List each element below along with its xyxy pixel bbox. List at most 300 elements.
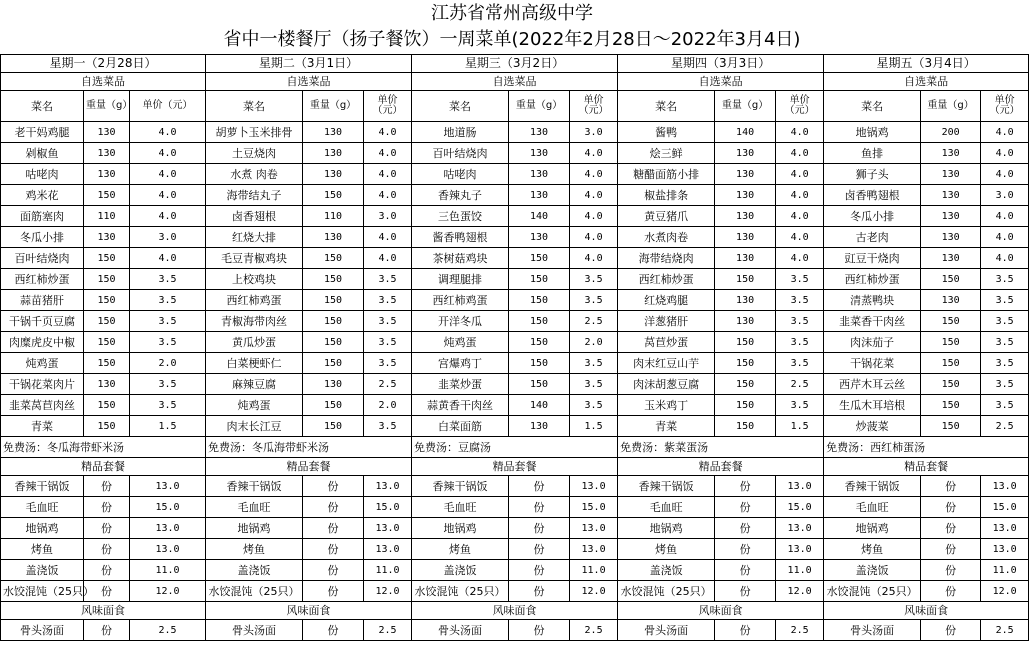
dish-weight: 150 bbox=[509, 374, 570, 395]
dish-price: 4.0 bbox=[130, 248, 206, 269]
dish-price: 3.5 bbox=[776, 332, 824, 353]
set-meal-name: 地锅鸡 bbox=[412, 518, 509, 539]
set-meal-price: 11.0 bbox=[364, 560, 412, 581]
dish-weight: 110 bbox=[84, 206, 130, 227]
dish-weight: 130 bbox=[303, 374, 364, 395]
dish-name: 蒜黄香干肉丝 bbox=[412, 395, 509, 416]
dish-price: 3.5 bbox=[981, 332, 1029, 353]
dish-weight: 130 bbox=[715, 311, 776, 332]
noodle-unit: 份 bbox=[921, 620, 981, 641]
noodles-header: 风味面食 bbox=[824, 602, 1029, 620]
set-meal-price: 13.0 bbox=[130, 476, 206, 497]
menu-subtitle: 省中一楼餐厅（扬子餐饮）一周菜单(2022年2月28日～2022年3月4日) bbox=[223, 29, 801, 50]
dish-weight: 130 bbox=[715, 227, 776, 248]
dish-name: 西红柿炒蛋 bbox=[1, 269, 84, 290]
set-meal-header: 精品套餐 bbox=[824, 458, 1029, 476]
dish-price: 3.5 bbox=[364, 332, 412, 353]
dish-price: 3.0 bbox=[130, 227, 206, 248]
dish-price: 3.5 bbox=[776, 269, 824, 290]
dish-price: 4.0 bbox=[981, 206, 1029, 227]
dish-weight: 150 bbox=[303, 332, 364, 353]
dish-weight: 150 bbox=[509, 269, 570, 290]
dish-name: 水煮肉卷 bbox=[618, 227, 715, 248]
set-meal-unit: 份 bbox=[84, 518, 130, 539]
set-meal-price: 13.0 bbox=[981, 476, 1029, 497]
dish-name: 卤香鸭翅根 bbox=[824, 185, 921, 206]
noodle-name: 骨头汤面 bbox=[618, 620, 715, 641]
set-meal-unit: 份 bbox=[84, 581, 130, 602]
set-meal-name: 地锅鸡 bbox=[206, 518, 303, 539]
dish-weight: 130 bbox=[84, 164, 130, 185]
dish-price: 3.5 bbox=[981, 353, 1029, 374]
free-soup: 免费汤：冬瓜海带虾米汤 bbox=[1, 437, 130, 458]
dish-name: 麻辣豆腐 bbox=[206, 374, 303, 395]
dish-weight: 130 bbox=[509, 227, 570, 248]
dish-name: 西红柿炒蛋 bbox=[618, 269, 715, 290]
set-meal-row bbox=[1, 581, 1029, 602]
set-meal-name: 烤鱼 bbox=[206, 539, 303, 560]
set-meal-header: 精品套餐 bbox=[206, 458, 412, 476]
col-header-weight: 重量（g） bbox=[84, 91, 130, 122]
dish-weight: 150 bbox=[921, 353, 981, 374]
set-meal-price: 11.0 bbox=[776, 560, 824, 581]
day-header: 星期四（3月3日） bbox=[618, 55, 824, 73]
set-meal-unit: 份 bbox=[921, 539, 981, 560]
dish-price: 4.0 bbox=[570, 164, 618, 185]
dish-name: 肉末红豆山芋 bbox=[618, 353, 715, 374]
set-meal-name: 烤鱼 bbox=[412, 539, 509, 560]
dish-name: 韭菜炒蛋 bbox=[412, 374, 509, 395]
dish-weight: 150 bbox=[921, 395, 981, 416]
set-meal-name: 香辣干锅饭 bbox=[206, 476, 303, 497]
dish-weight: 150 bbox=[509, 332, 570, 353]
dish-name: 炖鸡蛋 bbox=[1, 353, 84, 374]
free-soup: 免费汤：紫菜蛋汤 bbox=[618, 437, 776, 458]
set-meal-unit: 份 bbox=[715, 497, 776, 518]
dish-price: 4.0 bbox=[981, 248, 1029, 269]
set-meal-name: 毛血旺 bbox=[1, 497, 84, 518]
dish-price: 2.0 bbox=[364, 395, 412, 416]
self-select-header: 自选菜品 bbox=[618, 73, 824, 91]
dish-name: 韭菜莴苣肉丝 bbox=[1, 395, 84, 416]
set-meal-price: 13.0 bbox=[364, 476, 412, 497]
dish-weight: 130 bbox=[921, 248, 981, 269]
noodles-header-row bbox=[1, 602, 1029, 620]
dish-price: 2.0 bbox=[570, 332, 618, 353]
day-header: 星期二（3月1日） bbox=[206, 55, 412, 73]
col-header-weight: 重量（g） bbox=[921, 91, 981, 122]
dish-weight: 130 bbox=[715, 164, 776, 185]
dish-weight: 130 bbox=[84, 374, 130, 395]
dish-price: 3.5 bbox=[570, 353, 618, 374]
dish-weight: 150 bbox=[84, 332, 130, 353]
dish-name: 肉糜虎皮中椒 bbox=[1, 332, 84, 353]
dish-weight: 150 bbox=[303, 416, 364, 437]
dish-price: 4.0 bbox=[130, 206, 206, 227]
dish-name: 咕咾肉 bbox=[412, 164, 509, 185]
dish-name: 剁椒鱼 bbox=[1, 143, 84, 164]
set-meal-name: 香辣干锅饭 bbox=[618, 476, 715, 497]
free-soup-blank bbox=[570, 437, 618, 458]
dish-weight: 130 bbox=[921, 164, 981, 185]
set-meal-price: 13.0 bbox=[364, 518, 412, 539]
dish-name: 干锅花菜 bbox=[824, 353, 921, 374]
col-header-weight: 重量（g） bbox=[715, 91, 776, 122]
dish-price: 4.0 bbox=[130, 185, 206, 206]
dish-price: 2.5 bbox=[776, 374, 824, 395]
dish-name: 玉米鸡丁 bbox=[618, 395, 715, 416]
dish-row bbox=[1, 122, 1029, 143]
dish-price: 4.0 bbox=[776, 185, 824, 206]
dish-weight: 130 bbox=[303, 143, 364, 164]
set-meal-name: 地锅鸡 bbox=[1, 518, 84, 539]
dish-weight: 150 bbox=[921, 374, 981, 395]
dish-name: 酱香鸭翅根 bbox=[412, 227, 509, 248]
set-meal-unit: 份 bbox=[921, 497, 981, 518]
dish-weight: 140 bbox=[509, 206, 570, 227]
col-header-name: 菜名 bbox=[824, 91, 921, 122]
noodles-header: 风味面食 bbox=[1, 602, 206, 620]
free-soup-blank bbox=[130, 437, 206, 458]
dish-name: 炒菠菜 bbox=[824, 416, 921, 437]
dish-price: 4.0 bbox=[776, 143, 824, 164]
dish-row bbox=[1, 227, 1029, 248]
school-title: 江苏省常州高级中学 bbox=[431, 3, 593, 24]
set-meal-unit: 份 bbox=[509, 518, 570, 539]
dish-weight: 150 bbox=[84, 416, 130, 437]
dish-weight: 150 bbox=[303, 353, 364, 374]
dish-name: 宫爆鸡丁 bbox=[412, 353, 509, 374]
set-meal-price: 12.0 bbox=[776, 581, 824, 602]
dish-price: 1.5 bbox=[570, 416, 618, 437]
set-meal-unit: 份 bbox=[303, 518, 364, 539]
dish-name: 冬瓜小排 bbox=[1, 227, 84, 248]
dish-weight: 150 bbox=[715, 416, 776, 437]
dish-name: 西红柿鸡蛋 bbox=[206, 290, 303, 311]
noodle-price: 2.5 bbox=[981, 620, 1029, 641]
dish-name: 白菜梗虾仁 bbox=[206, 353, 303, 374]
set-meal-header: 精品套餐 bbox=[618, 458, 824, 476]
set-meal-name: 香辣干锅饭 bbox=[412, 476, 509, 497]
dish-weight: 150 bbox=[921, 416, 981, 437]
set-meal-name: 烤鱼 bbox=[824, 539, 921, 560]
dish-price: 3.5 bbox=[981, 395, 1029, 416]
set-meal-row bbox=[1, 518, 1029, 539]
dish-weight: 130 bbox=[84, 122, 130, 143]
free-soup-row bbox=[1, 437, 1029, 458]
dish-name: 古老肉 bbox=[824, 227, 921, 248]
dish-name: 糖醋面筋小排 bbox=[618, 164, 715, 185]
dish-name: 青椒海带肉丝 bbox=[206, 311, 303, 332]
dish-price: 4.0 bbox=[130, 122, 206, 143]
col-header-price: 单价（元） bbox=[570, 91, 618, 122]
set-meal-header-row bbox=[1, 458, 1029, 476]
noodle-row bbox=[1, 620, 1029, 641]
free-soup: 免费汤：西红柿蛋汤 bbox=[824, 437, 981, 458]
free-soup: 免费汤：冬瓜海带虾米汤 bbox=[206, 437, 364, 458]
dish-name: 胡萝卜玉米排骨 bbox=[206, 122, 303, 143]
dish-weight: 150 bbox=[303, 290, 364, 311]
free-soup-blank bbox=[364, 437, 412, 458]
dish-price: 3.5 bbox=[981, 290, 1029, 311]
dish-name: 土豆烧肉 bbox=[206, 143, 303, 164]
dish-weight: 150 bbox=[303, 248, 364, 269]
set-meal-price: 11.0 bbox=[130, 560, 206, 581]
set-meal-name: 水饺混饨（25只） bbox=[412, 581, 509, 602]
dish-price: 3.5 bbox=[130, 374, 206, 395]
dish-price: 3.5 bbox=[364, 311, 412, 332]
set-meal-price: 15.0 bbox=[130, 497, 206, 518]
dish-price: 3.5 bbox=[570, 290, 618, 311]
noodles-header: 风味面食 bbox=[618, 602, 824, 620]
dish-weight: 130 bbox=[921, 143, 981, 164]
set-meal-name: 香辣干锅饭 bbox=[1, 476, 84, 497]
dish-name: 调理腿排 bbox=[412, 269, 509, 290]
dish-price: 3.5 bbox=[776, 353, 824, 374]
dish-name: 鱼排 bbox=[824, 143, 921, 164]
col-header-weight: 重量（g） bbox=[509, 91, 570, 122]
set-meal-price: 12.0 bbox=[981, 581, 1029, 602]
col-header-name: 菜名 bbox=[206, 91, 303, 122]
set-meal-row bbox=[1, 476, 1029, 497]
self-select-row bbox=[1, 73, 1029, 91]
dish-weight: 130 bbox=[509, 164, 570, 185]
dish-weight: 130 bbox=[303, 227, 364, 248]
set-meal-name: 烤鱼 bbox=[1, 539, 84, 560]
dish-row bbox=[1, 311, 1029, 332]
set-meal-name: 烤鱼 bbox=[618, 539, 715, 560]
dish-name: 鸡米花 bbox=[1, 185, 84, 206]
dish-weight: 130 bbox=[715, 248, 776, 269]
dish-name: 黄瓜炒蛋 bbox=[206, 332, 303, 353]
free-soup: 免费汤：豆腐汤 bbox=[412, 437, 570, 458]
dish-price: 4.0 bbox=[364, 227, 412, 248]
dish-weight: 130 bbox=[715, 143, 776, 164]
day-header: 星期三（3月2日） bbox=[412, 55, 618, 73]
dish-weight: 200 bbox=[921, 122, 981, 143]
noodles-header: 风味面食 bbox=[412, 602, 618, 620]
dish-name: 洋葱猪肝 bbox=[618, 311, 715, 332]
dish-weight: 150 bbox=[303, 395, 364, 416]
set-meal-row bbox=[1, 497, 1029, 518]
dish-price: 4.0 bbox=[570, 206, 618, 227]
dish-price: 3.5 bbox=[364, 290, 412, 311]
dish-weight: 130 bbox=[509, 143, 570, 164]
dish-price: 4.0 bbox=[776, 248, 824, 269]
dish-row bbox=[1, 269, 1029, 290]
dish-price: 3.5 bbox=[981, 374, 1029, 395]
dish-row bbox=[1, 248, 1029, 269]
dish-row bbox=[1, 416, 1029, 437]
self-select-header: 自选菜品 bbox=[1, 73, 206, 91]
dish-price: 3.5 bbox=[364, 353, 412, 374]
dish-price: 4.0 bbox=[130, 143, 206, 164]
noodle-price: 2.5 bbox=[570, 620, 618, 641]
set-meal-unit: 份 bbox=[715, 476, 776, 497]
set-meal-name: 盖浇饭 bbox=[618, 560, 715, 581]
set-meal-price: 12.0 bbox=[570, 581, 618, 602]
dish-weight: 130 bbox=[921, 227, 981, 248]
set-meal-price: 15.0 bbox=[776, 497, 824, 518]
dish-name: 白菜面筋 bbox=[412, 416, 509, 437]
set-meal-name: 盖浇饭 bbox=[1, 560, 84, 581]
dish-name: 西红柿鸡蛋 bbox=[412, 290, 509, 311]
dish-name: 茶树菇鸡块 bbox=[412, 248, 509, 269]
dish-name: 西芹木耳云丝 bbox=[824, 374, 921, 395]
dish-price: 2.5 bbox=[570, 311, 618, 332]
dish-weight: 130 bbox=[715, 185, 776, 206]
set-meal-unit: 份 bbox=[715, 581, 776, 602]
dish-name: 蒜苗猪肝 bbox=[1, 290, 84, 311]
dish-price: 4.0 bbox=[570, 185, 618, 206]
noodle-name: 骨头汤面 bbox=[412, 620, 509, 641]
set-meal-unit: 份 bbox=[715, 518, 776, 539]
noodle-name: 骨头汤面 bbox=[206, 620, 303, 641]
dish-weight: 140 bbox=[509, 395, 570, 416]
dish-price: 3.5 bbox=[130, 311, 206, 332]
dish-name: 毛豆青椒鸡块 bbox=[206, 248, 303, 269]
dish-price: 3.5 bbox=[130, 269, 206, 290]
set-meal-name: 毛血旺 bbox=[206, 497, 303, 518]
dish-name: 海带结丸子 bbox=[206, 185, 303, 206]
dish-price: 3.5 bbox=[130, 290, 206, 311]
dish-name: 肉末长江豆 bbox=[206, 416, 303, 437]
dish-price: 3.5 bbox=[364, 416, 412, 437]
dish-weight: 130 bbox=[921, 290, 981, 311]
dish-weight: 150 bbox=[84, 311, 130, 332]
dish-weight: 150 bbox=[84, 395, 130, 416]
set-meal-price: 13.0 bbox=[981, 518, 1029, 539]
noodles-header: 风味面食 bbox=[206, 602, 412, 620]
noodle-unit: 份 bbox=[715, 620, 776, 641]
dish-price: 3.5 bbox=[981, 269, 1029, 290]
set-meal-price: 12.0 bbox=[364, 581, 412, 602]
dish-price: 4.0 bbox=[364, 248, 412, 269]
dish-price: 4.0 bbox=[570, 227, 618, 248]
dish-price: 3.0 bbox=[981, 185, 1029, 206]
col-header-price: 单价（元） bbox=[776, 91, 824, 122]
set-meal-name: 毛血旺 bbox=[824, 497, 921, 518]
dish-name: 生瓜木耳培根 bbox=[824, 395, 921, 416]
dish-name: 干锅千页豆腐 bbox=[1, 311, 84, 332]
set-meal-price: 11.0 bbox=[981, 560, 1029, 581]
set-meal-price: 12.0 bbox=[130, 581, 206, 602]
dish-weight: 150 bbox=[921, 269, 981, 290]
dish-weight: 150 bbox=[921, 332, 981, 353]
dish-weight: 130 bbox=[921, 206, 981, 227]
set-meal-unit: 份 bbox=[715, 539, 776, 560]
col-header-weight: 重量（g） bbox=[303, 91, 364, 122]
set-meal-price: 15.0 bbox=[981, 497, 1029, 518]
dish-name: 面筋塞肉 bbox=[1, 206, 84, 227]
set-meal-name: 水饺混饨（25只） bbox=[618, 581, 715, 602]
set-meal-row bbox=[1, 539, 1029, 560]
dish-weight: 150 bbox=[84, 290, 130, 311]
dish-weight: 130 bbox=[715, 206, 776, 227]
dish-weight: 150 bbox=[509, 290, 570, 311]
dish-weight: 130 bbox=[303, 122, 364, 143]
set-meal-unit: 份 bbox=[921, 476, 981, 497]
dish-name: 卤香翅根 bbox=[206, 206, 303, 227]
dish-price: 4.0 bbox=[776, 227, 824, 248]
self-select-header: 自选菜品 bbox=[824, 73, 1029, 91]
noodle-name: 骨头汤面 bbox=[1, 620, 84, 641]
dish-name: 地道肠 bbox=[412, 122, 509, 143]
dish-row bbox=[1, 164, 1029, 185]
dish-weight: 150 bbox=[715, 332, 776, 353]
set-meal-name: 水饺混饨（25只） bbox=[1, 581, 84, 602]
set-meal-header: 精品套餐 bbox=[412, 458, 618, 476]
dish-weight: 130 bbox=[84, 143, 130, 164]
dish-row bbox=[1, 143, 1029, 164]
set-meal-name: 水饺混饨（25只） bbox=[206, 581, 303, 602]
dish-name: 青菜 bbox=[1, 416, 84, 437]
dish-name: 肉沫茄子 bbox=[824, 332, 921, 353]
set-meal-name: 盖浇饭 bbox=[824, 560, 921, 581]
col-header-price: 单价（元） bbox=[364, 91, 412, 122]
noodle-price: 2.5 bbox=[776, 620, 824, 641]
dish-name: 豇豆干烧肉 bbox=[824, 248, 921, 269]
set-meal-unit: 份 bbox=[303, 497, 364, 518]
dish-name: 烩三鲜 bbox=[618, 143, 715, 164]
dish-name: 老干妈鸡腿 bbox=[1, 122, 84, 143]
dish-name: 狮子头 bbox=[824, 164, 921, 185]
noodle-unit: 份 bbox=[509, 620, 570, 641]
column-header-row bbox=[1, 91, 1029, 122]
dish-price: 4.0 bbox=[570, 248, 618, 269]
dish-name: 上校鸡块 bbox=[206, 269, 303, 290]
dish-price: 4.0 bbox=[981, 143, 1029, 164]
col-header-name: 菜名 bbox=[618, 91, 715, 122]
set-meal-price: 11.0 bbox=[570, 560, 618, 581]
dish-name: 红烧鸡腿 bbox=[618, 290, 715, 311]
dish-weight: 130 bbox=[509, 416, 570, 437]
set-meal-unit: 份 bbox=[715, 560, 776, 581]
dish-name: 炖鸡蛋 bbox=[206, 395, 303, 416]
dish-name: 莴苣炒蛋 bbox=[618, 332, 715, 353]
dish-price: 4.0 bbox=[776, 122, 824, 143]
dish-weight: 140 bbox=[715, 122, 776, 143]
dish-weight: 150 bbox=[921, 311, 981, 332]
dish-price: 4.0 bbox=[981, 164, 1029, 185]
noodle-price: 2.5 bbox=[130, 620, 206, 641]
self-select-header: 自选菜品 bbox=[412, 73, 618, 91]
dish-price: 4.0 bbox=[981, 227, 1029, 248]
set-meal-price: 15.0 bbox=[570, 497, 618, 518]
set-meal-row bbox=[1, 560, 1029, 581]
day-header: 星期五（3月4日） bbox=[824, 55, 1029, 73]
dish-price: 3.5 bbox=[570, 395, 618, 416]
dish-weight: 150 bbox=[84, 353, 130, 374]
self-select-header: 自选菜品 bbox=[206, 73, 412, 91]
dish-weight: 130 bbox=[921, 185, 981, 206]
col-header-price: 单价（元） bbox=[981, 91, 1029, 122]
dish-name: 咕咾肉 bbox=[1, 164, 84, 185]
dish-name: 肉沫胡葱豆腐 bbox=[618, 374, 715, 395]
dish-weight: 130 bbox=[509, 185, 570, 206]
set-meal-name: 毛血旺 bbox=[618, 497, 715, 518]
day-header: 星期一（2月28日） bbox=[1, 55, 206, 73]
dish-row bbox=[1, 290, 1029, 311]
set-meal-price: 13.0 bbox=[130, 539, 206, 560]
dish-name: 西红柿炒蛋 bbox=[824, 269, 921, 290]
set-meal-price: 13.0 bbox=[570, 518, 618, 539]
dish-price: 4.0 bbox=[981, 122, 1029, 143]
dish-price: 2.0 bbox=[130, 353, 206, 374]
dish-price: 1.5 bbox=[776, 416, 824, 437]
dish-name: 干锅花菜肉片 bbox=[1, 374, 84, 395]
noodle-price: 2.5 bbox=[364, 620, 412, 641]
